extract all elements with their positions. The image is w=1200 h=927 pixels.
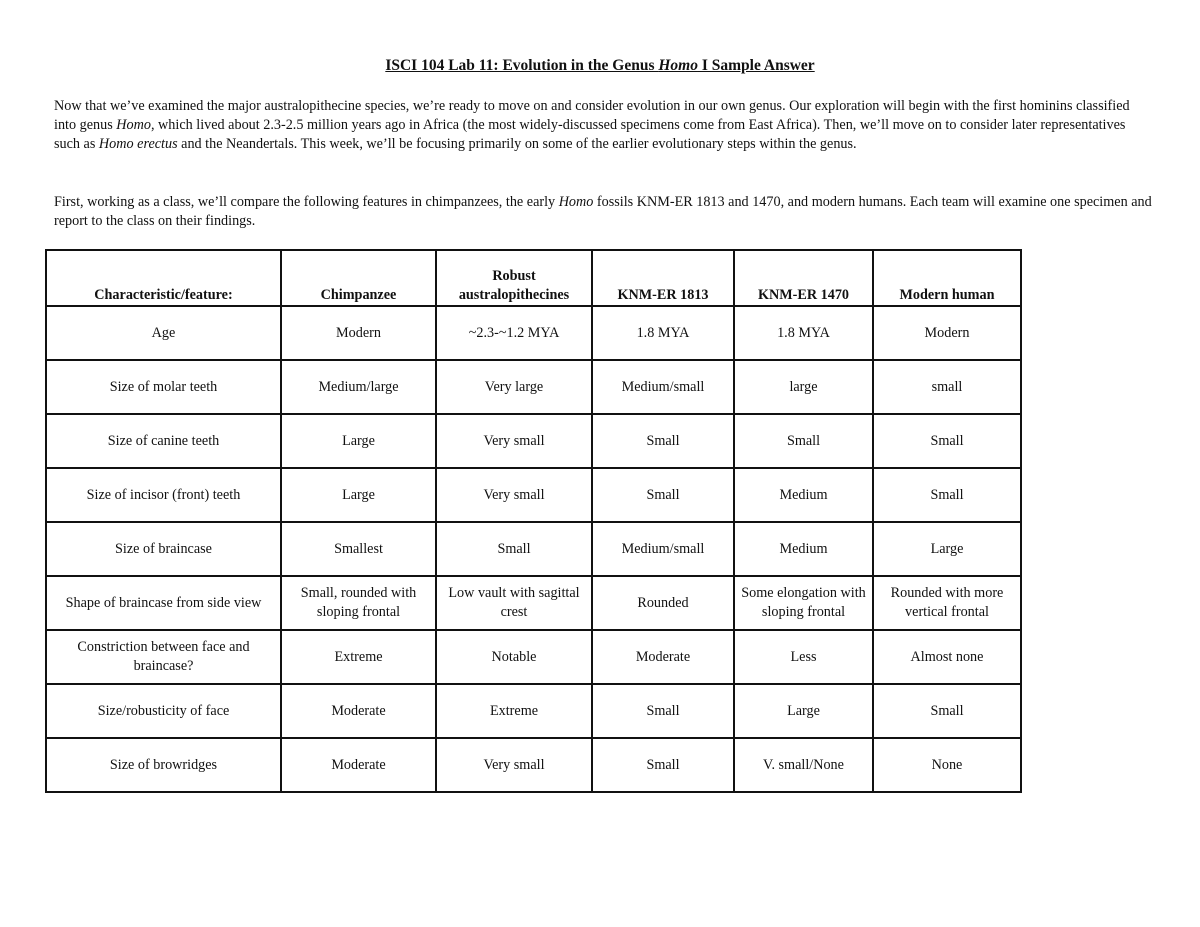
table-cell: Small	[592, 414, 734, 468]
table-cell: Medium/small	[592, 522, 734, 576]
intro-text-3: and the Neandertals. This week, we’ll be focusing primarily on some of the earlier evolutionary steps within the genus.	[177, 136, 857, 152]
table-cell: ~2.3-~1.2 MYA	[436, 306, 592, 360]
table-cell: Very large	[436, 360, 592, 414]
table-cell: Some elongation with sloping frontal	[734, 576, 873, 630]
table-row	[46, 738, 1021, 792]
table-cell: V. small/None	[734, 738, 873, 792]
table-row	[46, 306, 1021, 360]
table-cell: Modern	[281, 306, 436, 360]
intro-text-2: , which lived about 2.3-2.5 million years ago in Africa (the most widely-discussed specimens come from East Africa). Then, we’ll move on to consider later representatives such as	[54, 117, 1126, 152]
table-cell: Large	[281, 468, 436, 522]
table-cell: 1.8 MYA	[592, 306, 734, 360]
intro-paragraph	[54, 97, 1154, 154]
table-cell: Size of molar teeth	[46, 360, 281, 414]
table-cell: Moderate	[281, 684, 436, 738]
table-cell: Size of browridges	[46, 738, 281, 792]
table-cell: Size/robusticity of face	[46, 684, 281, 738]
table-header-row	[46, 250, 1021, 306]
table-cell: 1.8 MYA	[734, 306, 873, 360]
comparison-table	[45, 249, 1022, 793]
table-cell: Small	[592, 468, 734, 522]
table-cell: small	[873, 360, 1021, 414]
intro-text-1: Now that we’ve examined the major australopithecine species, we’re ready to move on and consider evolution in our own genus. Our exploration will begin with the first hominins classified into genus	[54, 98, 1130, 133]
column-header: KNM-ER 1813	[592, 250, 734, 306]
table-cell: Less	[734, 630, 873, 684]
table-cell: Small	[873, 684, 1021, 738]
table-cell: Medium	[734, 522, 873, 576]
table-row	[46, 576, 1021, 630]
table-cell: Moderate	[592, 630, 734, 684]
table-cell: Very small	[436, 738, 592, 792]
column-header: Chimpanzee	[281, 250, 436, 306]
table-cell: Large	[281, 414, 436, 468]
table-cell: Large	[873, 522, 1021, 576]
table-cell: None	[873, 738, 1021, 792]
table-cell: Size of braincase	[46, 522, 281, 576]
title-text-part1: ISCI 104 Lab 11: Evolution in the Genus	[385, 57, 659, 74]
table-cell: Small	[873, 468, 1021, 522]
table-cell: Extreme	[436, 684, 592, 738]
instructions-italic-1: Homo	[558, 194, 594, 210]
table-row	[46, 360, 1021, 414]
table-cell: Medium/small	[592, 360, 734, 414]
title-italic-homo: Homo	[658, 57, 698, 74]
table-cell: Size of canine teeth	[46, 414, 281, 468]
table-cell: Rounded	[592, 576, 734, 630]
table-cell: Constriction between face and braincase?	[46, 630, 281, 684]
intro-italic-1: Homo	[116, 117, 151, 133]
table-row	[46, 630, 1021, 684]
document-title	[0, 57, 1200, 75]
table-cell: Medium	[734, 468, 873, 522]
table-cell: Low vault with sagittal crest	[436, 576, 592, 630]
instructions-text-2: fossils KNM-ER 1813 and 1470, and modern humans. Each team will examine one specimen and report to the class on their findings.	[54, 194, 1152, 229]
table-cell: Shape of braincase from side view	[46, 576, 281, 630]
table-row	[46, 414, 1021, 468]
table-cell: Very small	[436, 414, 592, 468]
table-cell: Extreme	[281, 630, 436, 684]
table-cell: Notable	[436, 630, 592, 684]
table-cell: Small	[734, 414, 873, 468]
table-cell: Medium/large	[281, 360, 436, 414]
column-header: Robust australopithecines	[436, 250, 592, 306]
table-cell: Moderate	[281, 738, 436, 792]
table-cell: Small	[592, 738, 734, 792]
instructions-paragraph	[54, 193, 1154, 231]
table-cell: Almost none	[873, 630, 1021, 684]
table-cell: Size of incisor (front) teeth	[46, 468, 281, 522]
column-header: Modern human	[873, 250, 1021, 306]
table-cell: Very small	[436, 468, 592, 522]
table-cell: Small	[592, 684, 734, 738]
table-cell: Smallest	[281, 522, 436, 576]
table-cell: Large	[734, 684, 873, 738]
table-cell: Modern	[873, 306, 1021, 360]
table-cell: Small, rounded with sloping frontal	[281, 576, 436, 630]
table-cell: Small	[873, 414, 1021, 468]
table-row	[46, 468, 1021, 522]
table-row	[46, 522, 1021, 576]
column-header: KNM-ER 1470	[734, 250, 873, 306]
table-cell: Small	[436, 522, 592, 576]
table-cell: large	[734, 360, 873, 414]
column-header: Characteristic/feature:	[46, 250, 281, 306]
instructions-text-1: First, working as a class, we’ll compare the following features in chimpanzees, the early	[54, 194, 559, 210]
title-text-part2: I Sample Answer	[697, 57, 815, 74]
intro-italic-2: Homo erectus	[98, 136, 178, 152]
table-cell: Rounded with more vertical frontal	[873, 576, 1021, 630]
table-row	[46, 684, 1021, 738]
table-cell: Age	[46, 306, 281, 360]
